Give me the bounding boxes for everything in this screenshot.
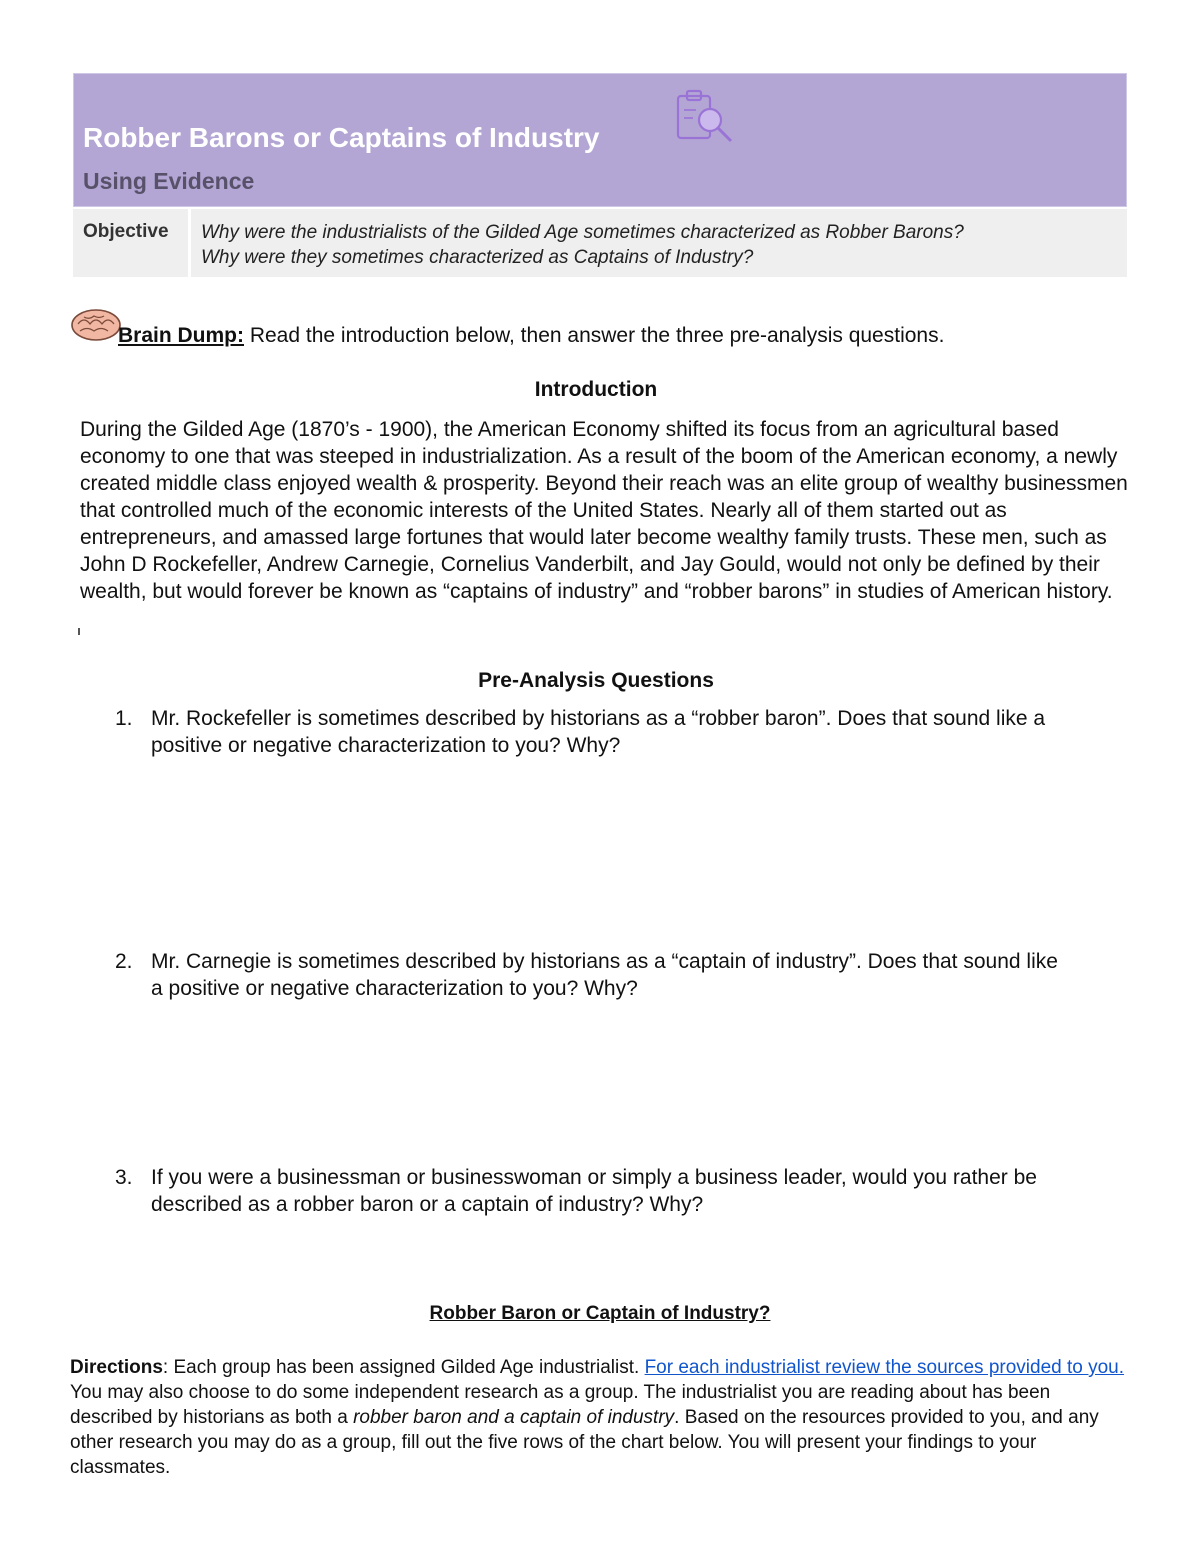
directions-paragraph <box>70 1355 1132 1480</box>
header-banner <box>73 73 1127 207</box>
divider-mark <box>78 628 80 635</box>
objective-text <box>191 209 964 277</box>
introduction-heading: Introduction <box>534 378 658 401</box>
section-title: Robber Baron or Captain of Industry? <box>429 1303 771 1324</box>
directions-italic-2: and a captain of industry <box>467 1407 675 1428</box>
directions-text-4: . Based on the resources provided to you, and any other research you may do as a group, fill out the five rows of the chart below. You will present your findings to your classmates. <box>70 1407 1099 1478</box>
page-subtitle: Using Evidence <box>83 168 255 194</box>
page-title: Robber Barons or Captains of Industry <box>83 122 600 153</box>
directions-label: Directions <box>70 1357 163 1378</box>
objective-row <box>73 209 1127 277</box>
directions-text-1: : Each group has been assigned Gilded Age industrialist. <box>162 1357 645 1378</box>
question-number: 3. <box>115 1166 133 1189</box>
question-text: Mr. Rockefeller is sometimes described by historians as a “robber baron”. Does that sound like a positive or negative characterization to you? Why? <box>151 707 1046 757</box>
question-number: 1. <box>115 707 133 730</box>
brain-dump-instruction <box>118 324 944 348</box>
objective-line-2: Why were they sometimes characterized as Captains of Industry? <box>201 247 754 268</box>
question-1 <box>115 705 1075 759</box>
question-3 <box>115 1164 1075 1218</box>
directions-italic-1: robber baron <box>353 1407 462 1428</box>
brain-dump-text: Read the introduction below, then answer the three pre-analysis questions. <box>244 324 945 347</box>
clipboard-search-icon <box>674 88 736 148</box>
question-text: If you were a businessman or businesswoman or simply a business leader, would you rather be described as a robber baron or a captain of industry? Why? <box>151 1166 1037 1216</box>
brain-icon <box>70 306 122 344</box>
directions-text-2: You may also choose to do some independent research as a group. The industrialist you are reading about has been described by historians as both a <box>70 1382 1051 1428</box>
sources-link[interactable]: For each industrialist review the sources provided to you. <box>644 1357 1125 1378</box>
question-2 <box>115 948 1075 1002</box>
objective-label: Objective <box>73 209 191 277</box>
pre-analysis-heading: Pre-Analysis Questions <box>478 669 714 692</box>
brain-dump-label: Brain Dump: <box>118 324 244 347</box>
question-text: Mr. Carnegie is sometimes described by historians as a “captain of industry”. Does that sound like a positive or negative characterization to you? Why? <box>151 950 1058 1000</box>
question-number: 2. <box>115 950 133 973</box>
objective-line-1: Why were the industrialists of the Gilded Age sometimes characterized as Robber Barons? <box>201 222 964 243</box>
introduction-text: During the Gilded Age (1870’s - 1900), the American Economy shifted its focus from an agricultural based economy to one that was steeped in industrialization. As a result of the boom of the American economy, a newly created middle class enjoyed wealth & prosperity. Beyond their reach was an elite group of wealthy businessmen that controlled much of the economic interests of the United States. Nearly all of them started out as entrepreneurs, and amassed large fortunes that would later become wealthy family trusts. These men, such as John D Rockefeller, Andrew Carnegie, Cornelius Vanderbilt, and Jay Gould, would not only be defined by their wealth, but would forever be known as “captains of industry” and “robber barons” in studies of American history. <box>80 418 1128 603</box>
